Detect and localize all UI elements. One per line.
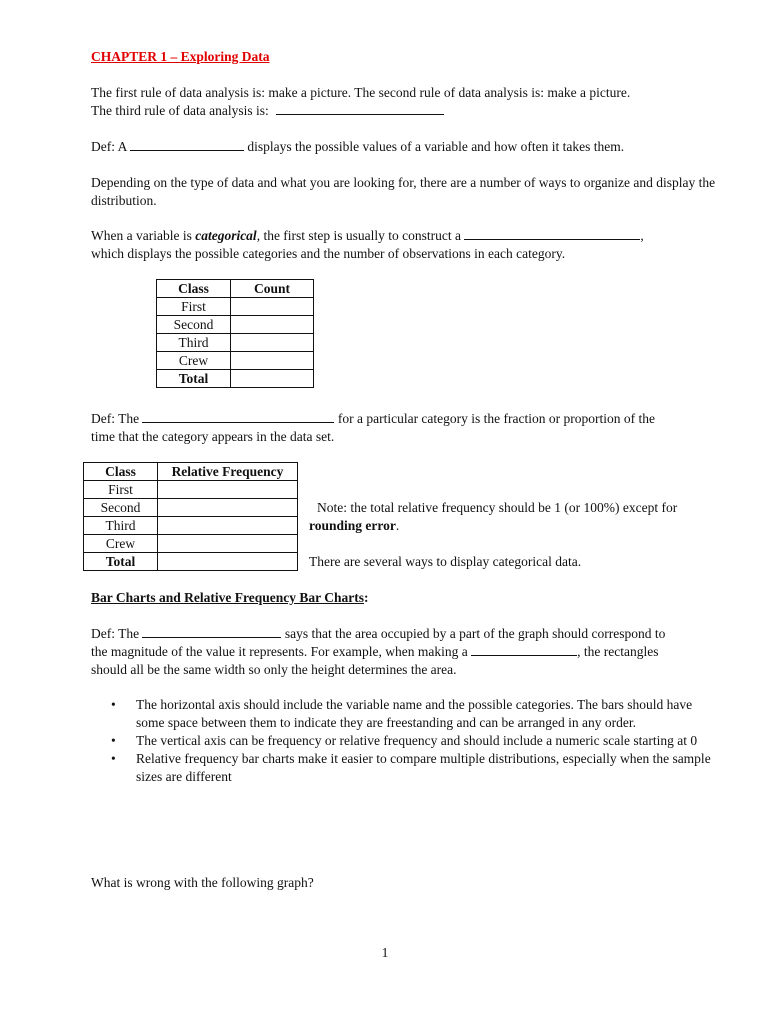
note-bold: rounding error <box>309 518 396 533</box>
relfreq-table-class-cell: Third <box>84 517 158 535</box>
list-item <box>91 750 716 786</box>
relfreq-table-header-relfreq: Relative Frequency <box>158 463 298 481</box>
categorical-end: , <box>640 228 644 243</box>
note-line-2 <box>309 517 739 535</box>
count-table-count-cell[interactable] <box>231 334 314 352</box>
categorical-term: categorical <box>195 228 257 243</box>
bullet-text: The horizontal axis should include the variable name and the possible categories. The bars should have some space between them to indicate they are freestanding and can be arranged in any order. <box>136 697 693 730</box>
def-relative-frequency <box>91 410 731 446</box>
count-table-class-cell: Crew <box>157 352 231 370</box>
def-area-line-2-suffix: , the rectangles <box>577 644 659 659</box>
categorical-prefix: When a variable is <box>91 228 192 243</box>
rules-line-1: The first rule of data analysis is: make a picture. The second rule of data analysis is: make a picture. <box>91 85 631 100</box>
chapter-title: CHAPTER 1 – Exploring Data <box>91 49 270 64</box>
categorical-line-2: which displays the possible categories and the number of observations in each category. <box>91 246 566 261</box>
note-paragraph <box>309 499 739 535</box>
bullet-text: Relative frequency bar charts make it easier to compare multiple distributions, especially when the sample sizes are different <box>136 751 711 784</box>
blank-frequency-table <box>464 227 640 240</box>
def-relfreq-line-2: time that the category appears in the data set. <box>91 429 335 444</box>
def-distribution-prefix: Def: A <box>91 139 127 154</box>
bar-charts-heading <box>91 589 731 607</box>
relfreq-table-header-class: Class <box>84 463 158 481</box>
relfreq-table-value-cell[interactable] <box>158 553 298 571</box>
count-table-header-class: Class <box>157 280 231 298</box>
count-table-count-cell[interactable] <box>231 352 314 370</box>
def-area-principle <box>91 625 731 679</box>
categorical-paragraph <box>91 227 731 263</box>
count-table-class-cell: Third <box>157 334 231 352</box>
rules-paragraph <box>91 84 731 120</box>
bar-chart-bullets <box>91 696 716 786</box>
blank-distribution <box>130 138 244 151</box>
count-table-header-count: Count <box>231 280 314 298</box>
relfreq-table-total-cell: Total <box>84 553 158 571</box>
def-area-line-2-prefix: the magnitude of the value it represents. For example, when making a <box>91 644 468 659</box>
blank-third-rule <box>276 102 444 115</box>
relfreq-table-value-cell[interactable] <box>158 535 298 553</box>
bullet-icon: • <box>111 751 116 766</box>
def-distribution <box>91 138 731 156</box>
blank-relative-frequency <box>142 410 334 423</box>
count-table-count-cell[interactable] <box>231 298 314 316</box>
rules-line-2 <box>91 102 731 120</box>
def-area-suffix: says that the area occupied by a part of the graph should correspond to <box>284 626 666 641</box>
list-item <box>91 696 716 732</box>
question-text: What is wrong with the following graph? <box>91 875 314 890</box>
relative-frequency-table <box>83 462 298 571</box>
relfreq-table-class-cell: Crew <box>84 535 158 553</box>
def-area-line-2 <box>91 643 731 661</box>
count-table-total-cell: Total <box>157 370 231 388</box>
categorical-mid: , the first step is usually to construct a <box>256 228 462 243</box>
def-relfreq-line-1 <box>91 410 731 428</box>
bullet-text: The vertical axis can be frequency or relative frequency and should include a numeric scale starting at 0 <box>136 733 698 748</box>
blank-bar-chart <box>471 643 577 656</box>
page-number: 1 <box>381 945 389 960</box>
note-line-1: Note: the total relative frequency should be 1 (or 100%) except for <box>317 500 678 515</box>
count-table-count-cell[interactable] <box>231 316 314 334</box>
def-area-line-3: should all be the same width so only the height determines the area. <box>91 662 457 677</box>
count-table <box>156 279 314 388</box>
bar-charts-heading-text: Bar Charts and Relative Frequency Bar Charts <box>91 590 364 605</box>
relfreq-table-value-cell[interactable] <box>158 517 298 535</box>
bullet-icon: • <box>111 697 116 712</box>
bar-charts-heading-colon: : <box>364 590 369 605</box>
def-area-line-1 <box>91 625 731 643</box>
categorical-line-1 <box>91 227 731 245</box>
count-table-count-cell[interactable] <box>231 370 314 388</box>
relfreq-table-value-cell[interactable] <box>158 481 298 499</box>
relfreq-table-class-cell: Second <box>84 499 158 517</box>
note-end: . <box>395 518 400 533</box>
count-table-class-cell: Second <box>157 316 231 334</box>
list-item <box>91 732 716 750</box>
blank-area-principle <box>142 625 281 638</box>
def-area-prefix: Def: The <box>91 626 140 641</box>
relfreq-table-class-cell: First <box>84 481 158 499</box>
def-relfreq-suffix: for a particular category is the fraction or proportion of the <box>337 411 655 426</box>
def-distribution-suffix: displays the possible values of a variable and how often it takes them. <box>247 139 625 154</box>
def-relfreq-prefix: Def: The <box>91 411 140 426</box>
relfreq-table-value-cell[interactable] <box>158 499 298 517</box>
depending-paragraph: Depending on the type of data and what you are looking for, there are a number of ways to organize and display the distribution. <box>91 175 716 208</box>
rules-line-2-text: The third rule of data analysis is: <box>91 103 269 118</box>
several-ways-text: There are several ways to display categorical data. <box>309 554 582 569</box>
count-table-class-cell: First <box>157 298 231 316</box>
bullet-icon: • <box>111 733 116 748</box>
